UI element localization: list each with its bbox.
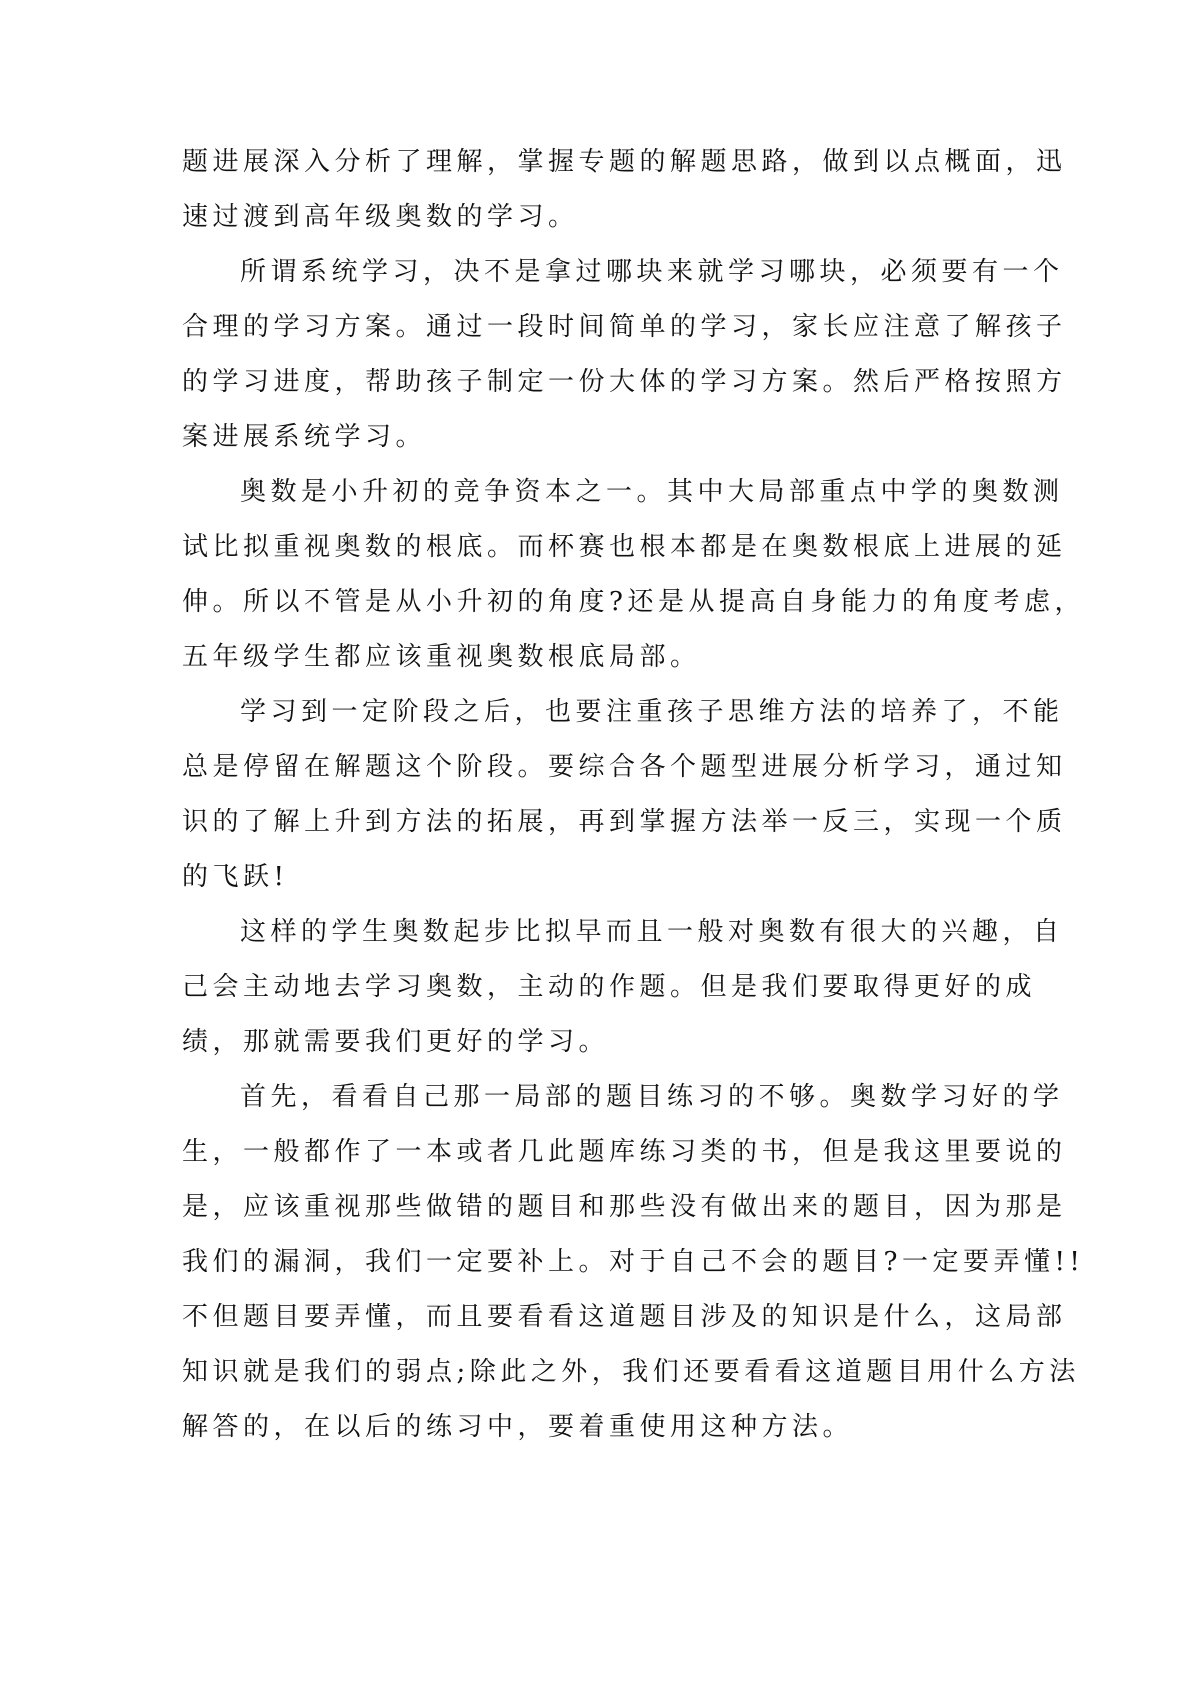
paragraph-6 bbox=[182, 1070, 1085, 1455]
text-line: 学习到一定阶段之后，也要注重孩子思维方法的培养了，不能 bbox=[240, 697, 1064, 727]
document-body bbox=[182, 135, 1085, 1455]
text-line: 奥数是小升初的竞争资本之一。其中大局部重点中学的奥数测 bbox=[240, 477, 1064, 507]
text-line: 的学习进度，帮助孩子制定一份大体的学习方案。然后严格按照方 bbox=[182, 367, 1067, 397]
text-line: 伸。所以不管是从小升初的角度?还是从提高自身能力的角度考虑， bbox=[182, 587, 1085, 617]
text-line: 我们的漏洞，我们一定要补上。对于自己不会的题目?一定要弄懂!! bbox=[182, 1247, 1085, 1277]
text-line: 题进展深入分析了理解，掌握专题的解题思路，做到以点概面，迅 bbox=[182, 147, 1067, 177]
paragraph-4 bbox=[182, 685, 1067, 905]
paragraph-1 bbox=[182, 135, 1067, 245]
paragraph-2 bbox=[182, 245, 1067, 465]
text-line: 首先，看看自己那一局部的题目练习的不够。奥数学习好的学 bbox=[240, 1082, 1064, 1112]
text-line: 案进展系统学习。 bbox=[182, 422, 427, 452]
text-line: 五年级学生都应该重视奥数根底局部。 bbox=[182, 642, 701, 672]
text-line: 知识就是我们的弱点;除此之外，我们还要看看这道题目用什么方法 bbox=[182, 1357, 1080, 1387]
text-line: 识的了解上升到方法的拓展，再到掌握方法举一反三，实现一个质 bbox=[182, 807, 1067, 837]
paragraph-5 bbox=[182, 905, 1064, 1070]
text-line: 生，一般都作了一本或者几此题库练习类的书，但是我这里要说的 bbox=[182, 1137, 1067, 1167]
text-line: 绩，那就需要我们更好的学习。 bbox=[182, 1027, 610, 1057]
text-line: 试比拟重视奥数的根底。而杯赛也根本都是在奥数根底上进展的延 bbox=[182, 532, 1067, 562]
text-line: 速过渡到高年级奥数的学习。 bbox=[182, 202, 579, 232]
text-line: 解答的，在以后的练习中，要着重使用这种方法。 bbox=[182, 1412, 854, 1442]
paragraph-3 bbox=[182, 465, 1085, 685]
text-line: 不但题目要弄懂，而且要看看这道题目涉及的知识是什么，这局部 bbox=[182, 1302, 1067, 1332]
text-line: 是，应该重视那些做错的题目和那些没有做出来的题目，因为那是 bbox=[182, 1192, 1067, 1222]
text-line: 总是停留在解题这个阶段。要综合各个题型进展分析学习，通过知 bbox=[182, 752, 1067, 782]
text-line: 己会主动地去学习奥数，主动的作题。但是我们要取得更好的成 bbox=[182, 972, 1037, 1002]
text-line: 的飞跃! bbox=[182, 862, 289, 892]
text-line: 这样的学生奥数起步比拟早而且一般对奥数有很大的兴趣，自 bbox=[240, 917, 1064, 947]
text-line: 所谓系统学习，决不是拿过哪块来就学习哪块，必须要有一个 bbox=[240, 257, 1064, 287]
text-line: 合理的学习方案。通过一段时间简单的学习，家长应注意了解孩子 bbox=[182, 312, 1067, 342]
